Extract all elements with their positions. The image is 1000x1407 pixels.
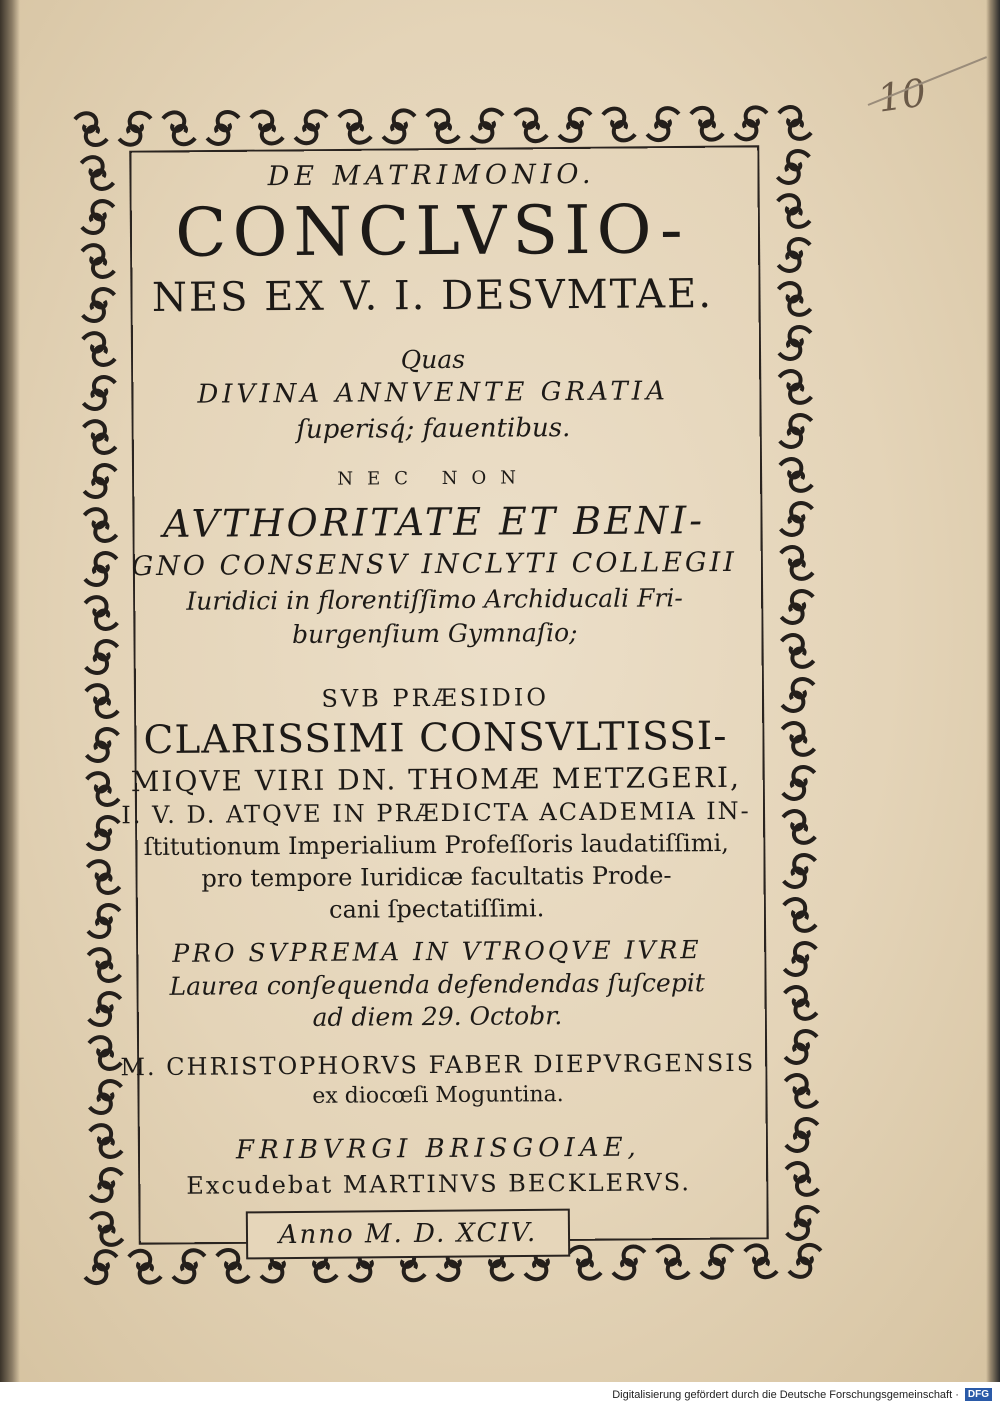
line-clarissimi: CLARISSIMI CONSVLTISSI-	[143, 713, 728, 764]
line-stitutionum: ſtitutionum Imperialium Profeſſoris laudatiſſimi,	[143, 828, 729, 862]
line-christophorus: M. CHRISTOPHORVS FABER DIEPVRGENSIS	[120, 1048, 756, 1082]
border-ornament	[782, 679, 814, 711]
line-laurea: Laurea conſequenda defendendas ſuſcepit	[169, 968, 705, 1001]
border-ornament	[217, 1250, 249, 1282]
border-ornament	[783, 855, 815, 887]
border-ornament	[745, 1245, 777, 1277]
line-authoritate: AVTHORITATE ET BENI-	[162, 498, 706, 546]
line-ad-diem: ad diem 29. Octobr.	[312, 1001, 563, 1032]
line-nec-non: NEC NON	[337, 467, 531, 490]
imprint-year: Anno M. D. XCIV.	[278, 1217, 538, 1251]
dfg-logo: DFG	[965, 1388, 992, 1401]
line-nes-ex: NES EX V. I. DESVMTAE.	[151, 271, 714, 321]
border-ornament	[789, 1245, 821, 1277]
line-excudebat: Excudebat MARTINVS BECKLERVS.	[186, 1168, 691, 1200]
border-ornament	[784, 943, 816, 975]
border-ornament	[781, 547, 813, 579]
border-ornament	[785, 987, 817, 1019]
line-diocesi: ex diocœſi Moguntina.	[312, 1082, 564, 1109]
line-pro-suprema: PRO SVPREMA IN VTROQVE IVRE	[172, 935, 702, 968]
line-sub-praesidio: SVB PRÆSIDIO	[321, 683, 550, 713]
title-text-block	[86, 128, 783, 1204]
line-mique-viri: MIQVE VIRI DN. THOMÆ METZGERI,	[130, 760, 742, 799]
border-ornament	[780, 415, 812, 447]
footer-credit: Digitalisierung gefördert durch die Deutsche Forschungsgemeinschaft ·	[612, 1388, 959, 1401]
border-ornament	[783, 811, 815, 843]
border-ornament	[701, 1246, 733, 1278]
line-de-matrimonio: DE MATRIMONIO.	[267, 158, 596, 193]
border-ornament	[777, 151, 809, 183]
line-burgensium: burgenſium Gymnaſio;	[291, 618, 578, 649]
border-ornament	[657, 1246, 689, 1278]
border-ornament	[780, 503, 812, 535]
border-ornament	[91, 1213, 123, 1245]
border-ornament	[778, 195, 810, 227]
line-divina: DIVINA ANNVENTE GRATIA	[197, 376, 669, 410]
line-ivd-atque: I. V. D. ATQVE IN PRÆDICTA ACADEMIA IN-	[121, 796, 751, 830]
border-ornament	[778, 239, 810, 271]
border-ornament	[781, 635, 813, 667]
border-ornament	[781, 591, 813, 623]
line-iuridici: Iuridici in florentiſſimo Archiducali Fri-	[186, 583, 683, 616]
border-ornament	[779, 327, 811, 359]
line-pro-tempore: pro tempore Iuridicæ facultatis Prode-	[201, 861, 672, 893]
border-ornament	[786, 1119, 818, 1151]
folio-number: 10	[874, 70, 929, 121]
border-ornament	[785, 1075, 817, 1107]
border-ornament	[784, 899, 816, 931]
border-ornament	[780, 459, 812, 491]
border-ornament	[129, 1251, 161, 1283]
border-ornament	[613, 1246, 645, 1278]
border-ornament	[785, 1031, 817, 1063]
border-ornament	[569, 1247, 601, 1279]
border-ornament	[783, 767, 815, 799]
border-ornament	[786, 1207, 818, 1239]
border-ornament	[782, 723, 814, 755]
border-ornament	[85, 1251, 117, 1283]
line-gno-consensu: GNO CONSENSV INCLYTI COLLEGII	[131, 546, 738, 583]
line-quas: Quas	[400, 344, 466, 375]
border-ornament	[173, 1250, 205, 1282]
line-conclusio: CONCLVSIO-	[174, 190, 689, 272]
border-ornament	[779, 371, 811, 403]
border-ornament	[779, 107, 811, 139]
line-superisque: ſuperisq́; fauentibus.	[296, 413, 571, 445]
footer-bar	[0, 1382, 1000, 1407]
border-ornament	[778, 283, 810, 315]
line-friburgi: FRIBVRGI BRISGOIAE,	[235, 1132, 641, 1166]
imprint-year-box	[248, 1211, 568, 1258]
border-ornament	[786, 1163, 818, 1195]
line-cani: cani ſpectatiſſimi.	[329, 894, 545, 924]
